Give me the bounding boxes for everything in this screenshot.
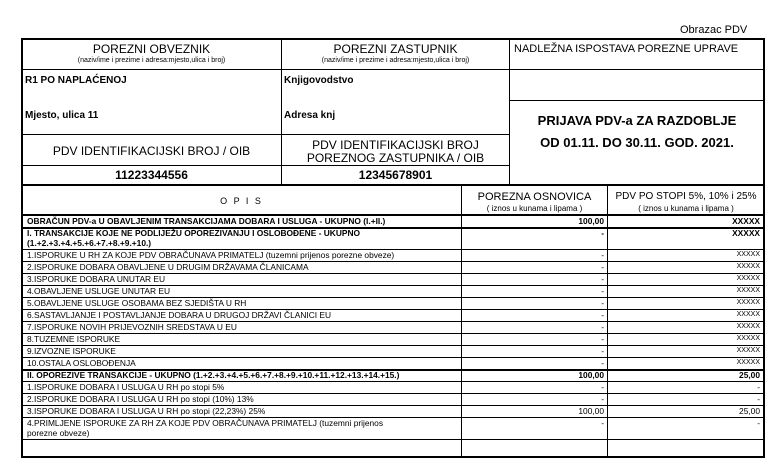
osnovica-value: - [601, 346, 604, 356]
table-row [23, 322, 763, 333]
table-row [23, 382, 763, 393]
osnovica-value: - [601, 262, 604, 272]
zastupnik-oib-label: PDV IDENTIFIKACIJSKI BROJ [312, 138, 479, 152]
table-row [23, 216, 763, 227]
row-label-continued: (1.+2.+3.+4.+5.+6.+7.+8.+9.+10.) [27, 238, 152, 248]
pdv-value: XXXXX [736, 311, 760, 318]
pdv-header: PDV PO STOPI 5%, 10% i 25% [615, 191, 757, 202]
row-divider [22, 439, 764, 440]
table-row [23, 418, 763, 439]
osnovica-value: - [601, 358, 604, 368]
row-label: 2.ISPORUKE DOBARA OBAVLJENE U DRUGIM DRŽAVAMA ČLANICAMA [27, 262, 309, 272]
divider [22, 184, 764, 186]
opis-header: O P I S [220, 196, 263, 206]
table-row [23, 298, 763, 309]
table-row [23, 406, 763, 417]
zastupnik-title: POREZNI ZASTUPNIK [333, 42, 458, 56]
zastupnik-subtitle: (naziv/ime i prezime i adresa:mjesto,ulica i broj) [321, 57, 470, 64]
row-label: 2.ISPORUKE DOBARA I USLUGA U RH po stopi (10%) 13% [27, 394, 254, 404]
zastupnik-oib-label: POREZNOG ZASTUPNIKA / OIB [306, 151, 485, 165]
osnovica-value: - [601, 298, 604, 308]
row-label: 4.PRIMLJENE ISPORUKE ZA RH ZA KOJE PDV OBRAČUNAVA PRIMATELJ (tuzemni prijenos [27, 418, 384, 428]
row-label: 9.IZVOZNE ISPORUKE [27, 346, 116, 356]
obveznik-subtitle: (naziv/ime i prezime i adresa:mjesto,ulica i broj) [77, 57, 226, 64]
pdv-value: XXXXX [736, 263, 760, 270]
pdv-value: - [757, 394, 760, 404]
divider [22, 134, 510, 135]
table-row [23, 250, 763, 261]
osnovica-value: 100,00 [578, 216, 604, 226]
row-label: 1.ISPORUKE U RH ZA KOJE PDV OBRAČUNAVA PRIMATELJ (tuzemni prijenos porezne obveze) [27, 250, 395, 260]
pdv-value: XXXXX [732, 228, 760, 238]
divider [509, 39, 510, 185]
table-row [23, 274, 763, 285]
table-row [23, 334, 763, 345]
row-label: I. TRANSAKCIJE KOJE NE PODLIJEŽU OPOREZIVANJU I OSLOBOĐENE - UKUPNO [27, 228, 361, 238]
pdv-value: XXXXX [736, 335, 760, 342]
form-name: Obrazac PDV [680, 24, 748, 36]
zastupnik-address: Adresa knj [284, 110, 336, 121]
osnovica-value: - [601, 274, 604, 284]
table-row [23, 262, 763, 273]
osnovica-subheader: ( iznos u kunama i lipama ) [486, 204, 583, 213]
prijava-title: PRIJAVA PDV-a ZA RAZDOBLJE [537, 113, 737, 128]
osnovica-value: - [601, 286, 604, 296]
zastupnik-name: Knjigovodstvo [284, 75, 354, 86]
osnovica-value: - [601, 228, 604, 238]
osnovica-value: 100,00 [578, 370, 604, 380]
pdv-value: XXXXX [736, 359, 760, 366]
table-row [23, 370, 763, 381]
ispostava-title: NADLEŽNA ISPOSTAVA POREZNE UPRAVE [514, 43, 739, 55]
obveznik-address: Mjesto, ulica 11 [25, 110, 99, 121]
row-label: 7.ISPORUKE NOVIH PRIJEVOZNIH SREDSTAVA U EU [27, 322, 237, 332]
row-label: II. OPOREZIVE TRANSAKCIJE - UKUPNO (1.+2.+3.+4.+5.+6.+7.+8.+9.+10.+11.+12.+13.+14.+15.) [27, 370, 400, 380]
osnovica-value: - [601, 418, 604, 428]
table-row [23, 286, 763, 297]
osnovica-value: - [601, 334, 604, 344]
osnovica-header: POREZNA OSNOVICA [477, 191, 592, 203]
pdv-value: XXXXX [736, 323, 760, 330]
osnovica-value: - [601, 394, 604, 404]
pdv-value: XXXXX [732, 216, 760, 226]
divider [510, 100, 764, 101]
osnovica-value: - [601, 250, 604, 260]
row-label: 4.OBAVLJENE USLUGE UNUTAR EU [27, 286, 171, 296]
row-label: 3.ISPORUKE DOBARA UNUTAR EU [27, 274, 166, 284]
prijava-period: OD 01.11. DO 30.11. GOD. 2021. [540, 135, 734, 150]
osnovica-value: 100,00 [578, 406, 604, 416]
row-label: 1.ISPORUKE DOBARA I USLUGA U RH po stopi 5% [27, 382, 225, 392]
table-row [23, 228, 763, 249]
row-label: OBRAČUN PDV-a U OBAVLJENIM TRANSAKCIJAMA DOBARA I USLUGA - UKUPNO (I.+II.) [27, 216, 386, 226]
row-label: 5.OBAVLJENE USLUGE OSOBAMA BEZ SJEDIŠTA U RH [27, 298, 247, 308]
pdv-value: XXXXX [736, 287, 760, 294]
row-label: 8.TUZEMNE ISPORUKE [27, 334, 121, 344]
pdv-value: XXXXX [736, 251, 760, 258]
osnovica-value: - [601, 382, 604, 392]
pdv-value: XXXXX [736, 275, 760, 282]
oib-value: 11223344556 [115, 168, 188, 182]
table-row [23, 358, 763, 369]
pdv-value: XXXXX [736, 347, 760, 354]
row-label-continued: porezne obveze) [27, 428, 90, 438]
pdv-value: 25,00 [739, 370, 760, 380]
pdv-subheader: ( iznos u kunama i lipama ) [638, 204, 734, 213]
table-row [23, 310, 763, 321]
table-row [23, 346, 763, 357]
divider [22, 165, 510, 166]
osnovica-value: - [601, 322, 604, 332]
table-row [23, 394, 763, 405]
zastupnik-oib-value: 12345678901 [358, 168, 433, 182]
obveznik-name: R1 PO NAPLAĆENOJ [25, 75, 127, 86]
pdv-value: - [757, 382, 760, 392]
row-label: 6.SASTAVLJANJE I POSTAVLJANJE DOBARA U DRUGOJ DRŽAVI ČLANICI EU [27, 310, 332, 320]
oib-label: PDV IDENTIFIKACIJSKI BROJ / OIB [52, 144, 251, 158]
obveznik-title: POREZNI OBVEZNIK [92, 42, 211, 56]
pdv-value: XXXXX [736, 299, 760, 306]
row-label: 10.OSTALA OSLOBOĐENJA [27, 358, 136, 368]
pdv-value: 25,00 [739, 406, 760, 416]
osnovica-value: - [601, 310, 604, 320]
divider [22, 69, 764, 70]
row-label: 3.ISPORUKE DOBARA I USLUGA U RH po stopi (22,23%) 25% [27, 406, 266, 416]
pdv-value: - [757, 418, 760, 428]
